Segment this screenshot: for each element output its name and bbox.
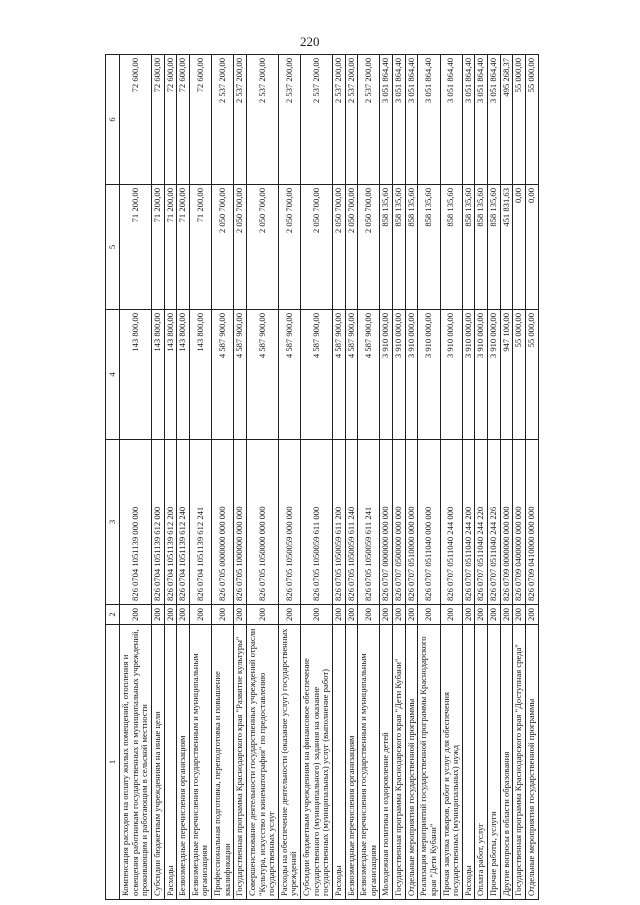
table-row (440, 55, 462, 900)
row-remaining-amount: 72 600,00 (120, 55, 152, 185)
row-remaining-amount: 2 537 200,00 (278, 55, 300, 185)
row-remaining-amount: 2 537 200,00 (345, 55, 358, 185)
row-executed-amount: 0,00 (513, 185, 526, 310)
row-budget-code: 826 0705 1050059 611 240 (345, 440, 358, 605)
row-approved-amount: 3 910 000,00 (440, 310, 462, 440)
row-remaining-amount: 72 600,00 (177, 55, 190, 185)
row-executed-amount: 858 135,60 (405, 185, 418, 310)
row-approved-amount: 3 910 000,00 (462, 310, 475, 440)
row-remaining-amount: 2 537 200,00 (301, 55, 333, 185)
row-name: Безвозмездные перечисления государственным и муниципальным организациям (358, 625, 380, 900)
row-remaining-amount: 3 051 864,40 (475, 55, 488, 185)
table-row (345, 55, 358, 900)
row-executed-amount: 2 050 700,00 (332, 185, 345, 310)
row-executed-amount: 858 135,60 (488, 185, 501, 310)
row-code-rz: 200 (358, 605, 380, 625)
header-col-5: 5 (106, 185, 120, 310)
table-header-row (106, 55, 120, 900)
row-approved-amount: 3 910 000,00 (393, 310, 406, 440)
row-budget-code: 826 0707 0511040 244 220 (475, 440, 488, 605)
row-budget-code: 826 0705 1050059 611 000 (301, 440, 333, 605)
row-budget-code: 826 0709 0000000 000 000 (500, 440, 513, 605)
row-remaining-amount: 3 051 864,40 (380, 55, 393, 185)
row-name: Расходы (332, 625, 345, 900)
row-executed-amount: 2 050 700,00 (278, 185, 300, 310)
row-name: Отдельные мероприятия государственной программы (525, 625, 538, 900)
row-name: Субсидии бюджетным учреждениям на иные цели (151, 625, 164, 900)
row-name: Государственная программа Краснодарского края "Доступная среда" (513, 625, 526, 900)
row-name: Другие вопросы в области образования (500, 625, 513, 900)
row-remaining-amount: 2 537 200,00 (332, 55, 345, 185)
row-name: Совершенствование деятельности государственных учреждений отрасли "Культура, искусство и кинематография" по предоставлению государственных услуг (246, 625, 278, 900)
row-budget-code: 826 0707 0511040 244 226 (488, 440, 501, 605)
row-budget-code: 826 0705 0000000 000 000 (212, 440, 234, 605)
row-name: Прочие работы, услуги (488, 625, 501, 900)
row-name: Государственная программа Краснодарского края "Дети Кубани" (393, 625, 406, 900)
row-budget-code: 826 0704 1051139 612 200 (164, 440, 177, 605)
table-row (358, 55, 380, 900)
row-budget-code: 826 0705 1050059 611 200 (332, 440, 345, 605)
row-approved-amount: 3 910 000,00 (475, 310, 488, 440)
row-approved-amount: 4 587 900,00 (212, 310, 234, 440)
row-name: Безвозмездные перечисления организациям (345, 625, 358, 900)
row-code-rz: 200 (189, 605, 211, 625)
row-remaining-amount: 2 537 200,00 (234, 55, 247, 185)
row-approved-amount: 4 587 900,00 (301, 310, 333, 440)
row-code-rz: 200 (212, 605, 234, 625)
row-executed-amount: 858 135,60 (475, 185, 488, 310)
row-code-rz: 200 (405, 605, 418, 625)
table-row (177, 55, 190, 900)
table-row (189, 55, 211, 900)
row-name: Расходы (164, 625, 177, 900)
row-approved-amount: 143 800,00 (120, 310, 152, 440)
table-row (418, 55, 440, 900)
table-row (120, 55, 152, 900)
row-name: Реализация мероприятий государственной программы Краснодарского края "Дети Кубани" (418, 625, 440, 900)
row-executed-amount: 71 200,00 (120, 185, 152, 310)
row-name: Безвозмездные перечисления государственным и муниципальным организациям (189, 625, 211, 900)
row-approved-amount: 3 910 000,00 (488, 310, 501, 440)
row-executed-amount: 71 200,00 (177, 185, 190, 310)
row-remaining-amount: 495 268,37 (500, 55, 513, 185)
row-executed-amount: 858 135,60 (418, 185, 440, 310)
row-code-rz: 200 (500, 605, 513, 625)
row-remaining-amount: 55 000,00 (513, 55, 526, 185)
row-remaining-amount: 3 051 864,40 (405, 55, 418, 185)
table-row (500, 55, 513, 900)
row-name: Расходы на обеспечение деятельности (оказание услуг) государственных учреждений (278, 625, 300, 900)
row-code-rz: 200 (151, 605, 164, 625)
row-name: Молодежная политика и оздоровление детей (380, 625, 393, 900)
row-executed-amount: 71 200,00 (164, 185, 177, 310)
table-row (475, 55, 488, 900)
row-code-rz: 200 (513, 605, 526, 625)
row-executed-amount: 0,00 (525, 185, 538, 310)
budget-table-wrapper (105, 55, 583, 900)
row-remaining-amount: 2 537 200,00 (212, 55, 234, 185)
row-code-rz: 200 (488, 605, 501, 625)
row-budget-code: 826 0709 0400000 000 000 (513, 440, 526, 605)
header-col-2: 2 (106, 605, 120, 625)
row-approved-amount: 143 800,00 (151, 310, 164, 440)
table-row (525, 55, 538, 900)
row-executed-amount: 858 135,60 (440, 185, 462, 310)
row-name: Компенсация расходов на оплату жилых помещений, отопления и освещения работникам государственных и муниципальных учреждений, проживающим и работающим в сельской местности (120, 625, 152, 900)
table-row (462, 55, 475, 900)
row-code-rz: 200 (393, 605, 406, 625)
row-name: Прочая закупка товаров, работ и услуг для обеспечения государственных (муниципальных) нужд (440, 625, 462, 900)
row-budget-code: 826 0704 1051139 612 240 (177, 440, 190, 605)
row-budget-code: 826 0707 0510000 000 000 (405, 440, 418, 605)
header-col-4: 4 (106, 310, 120, 440)
row-code-rz: 200 (164, 605, 177, 625)
row-code-rz: 200 (380, 605, 393, 625)
table-row (513, 55, 526, 900)
table-row (164, 55, 177, 900)
table-row (212, 55, 234, 900)
row-code-rz: 200 (246, 605, 278, 625)
row-approved-amount: 143 800,00 (189, 310, 211, 440)
row-remaining-amount: 3 051 864,40 (418, 55, 440, 185)
row-name: Безвозмездные перечисления организациям (177, 625, 190, 900)
row-approved-amount: 55 000,00 (513, 310, 526, 440)
table-row (246, 55, 278, 900)
table-row (151, 55, 164, 900)
row-executed-amount: 71 200,00 (151, 185, 164, 310)
row-remaining-amount: 72 600,00 (164, 55, 177, 185)
row-code-rz: 200 (440, 605, 462, 625)
row-executed-amount: 2 050 700,00 (234, 185, 247, 310)
row-executed-amount: 451 831,63 (500, 185, 513, 310)
row-code-rz: 200 (475, 605, 488, 625)
row-approved-amount: 143 800,00 (164, 310, 177, 440)
row-approved-amount: 3 910 000,00 (380, 310, 393, 440)
row-remaining-amount: 3 051 864,40 (488, 55, 501, 185)
header-col-1: 1 (106, 625, 120, 900)
row-budget-code: 826 0705 1000000 000 000 (234, 440, 247, 605)
table-row (278, 55, 300, 900)
row-executed-amount: 858 135,60 (393, 185, 406, 310)
row-approved-amount: 947 100,00 (500, 310, 513, 440)
row-executed-amount: 2 050 700,00 (212, 185, 234, 310)
row-budget-code: 826 0707 0511040 244 200 (462, 440, 475, 605)
row-remaining-amount: 55 000,00 (525, 55, 538, 185)
row-approved-amount: 3 910 000,00 (405, 310, 418, 440)
row-name: Оплата работ, услуг (475, 625, 488, 900)
table-row (301, 55, 333, 900)
row-approved-amount: 3 910 000,00 (418, 310, 440, 440)
row-approved-amount: 4 587 900,00 (358, 310, 380, 440)
row-remaining-amount: 3 051 864,40 (462, 55, 475, 185)
table-row (405, 55, 418, 900)
row-budget-code: 826 0705 1050059 611 241 (358, 440, 380, 605)
budget-table (105, 54, 539, 900)
row-code-rz: 200 (301, 605, 333, 625)
row-executed-amount: 71 200,00 (189, 185, 211, 310)
row-executed-amount: 2 050 700,00 (301, 185, 333, 310)
row-remaining-amount: 72 600,00 (189, 55, 211, 185)
row-code-rz: 200 (345, 605, 358, 625)
row-executed-amount: 2 050 700,00 (358, 185, 380, 310)
row-code-rz: 200 (234, 605, 247, 625)
row-budget-code: 826 0704 1051139 612 241 (189, 440, 211, 605)
row-budget-code: 826 0707 0511040 244 000 (440, 440, 462, 605)
row-remaining-amount: 3 051 864,40 (393, 55, 406, 185)
row-remaining-amount: 3 051 864,40 (440, 55, 462, 185)
row-executed-amount: 2 050 700,00 (345, 185, 358, 310)
row-remaining-amount: 72 600,00 (151, 55, 164, 185)
table-row (393, 55, 406, 900)
row-approved-amount: 4 587 900,00 (234, 310, 247, 440)
row-executed-amount: 2 050 700,00 (246, 185, 278, 310)
row-budget-code: 826 0704 1051139 000 000 (120, 440, 152, 605)
row-remaining-amount: 2 537 200,00 (246, 55, 278, 185)
row-name: Расходы (462, 625, 475, 900)
row-executed-amount: 858 135,60 (462, 185, 475, 310)
header-col-3: 3 (106, 440, 120, 605)
row-code-rz: 200 (120, 605, 152, 625)
row-budget-code: 826 0707 0511040 000 000 (418, 440, 440, 605)
header-col-6: 6 (106, 55, 120, 185)
row-budget-code: 826 0707 0000000 000 000 (380, 440, 393, 605)
row-approved-amount: 4 587 900,00 (278, 310, 300, 440)
row-code-rz: 200 (418, 605, 440, 625)
row-name: Отдельные мероприятия государственной программы (405, 625, 418, 900)
row-remaining-amount: 2 537 200,00 (358, 55, 380, 185)
row-code-rz: 200 (462, 605, 475, 625)
rotated-table-frame (105, 55, 583, 900)
row-budget-code: 826 0707 0500000 000 000 (393, 440, 406, 605)
row-budget-code: 826 0705 1050000 000 000 (246, 440, 278, 605)
row-approved-amount: 4 587 900,00 (246, 310, 278, 440)
row-approved-amount: 4 587 900,00 (332, 310, 345, 440)
row-code-rz: 200 (525, 605, 538, 625)
row-executed-amount: 858 135,60 (380, 185, 393, 310)
row-approved-amount: 4 587 900,00 (345, 310, 358, 440)
row-budget-code: 826 0709 0410000 000 000 (525, 440, 538, 605)
row-code-rz: 200 (332, 605, 345, 625)
row-code-rz: 200 (278, 605, 300, 625)
row-name: Профессиональная подготовка, переподготовка и повышение квалификации (212, 625, 234, 900)
row-approved-amount: 55 000,00 (525, 310, 538, 440)
row-code-rz: 200 (177, 605, 190, 625)
row-budget-code: 826 0704 1051139 612 000 (151, 440, 164, 605)
table-row (380, 55, 393, 900)
table-row (234, 55, 247, 900)
page-number: 220 (300, 34, 320, 49)
row-name: Субсидии бюджетным учреждениям на финансовое обеспечение государственного (муниципального) задания на оказание государственных (муниципальных) услуг (выполнение работ) (301, 625, 333, 900)
row-name: Государственная программа Краснодарского края "Развитие культуры" (234, 625, 247, 900)
row-approved-amount: 143 800,00 (177, 310, 190, 440)
table-row (488, 55, 501, 900)
table-row (332, 55, 345, 900)
row-budget-code: 826 0705 1050059 000 000 (278, 440, 300, 605)
